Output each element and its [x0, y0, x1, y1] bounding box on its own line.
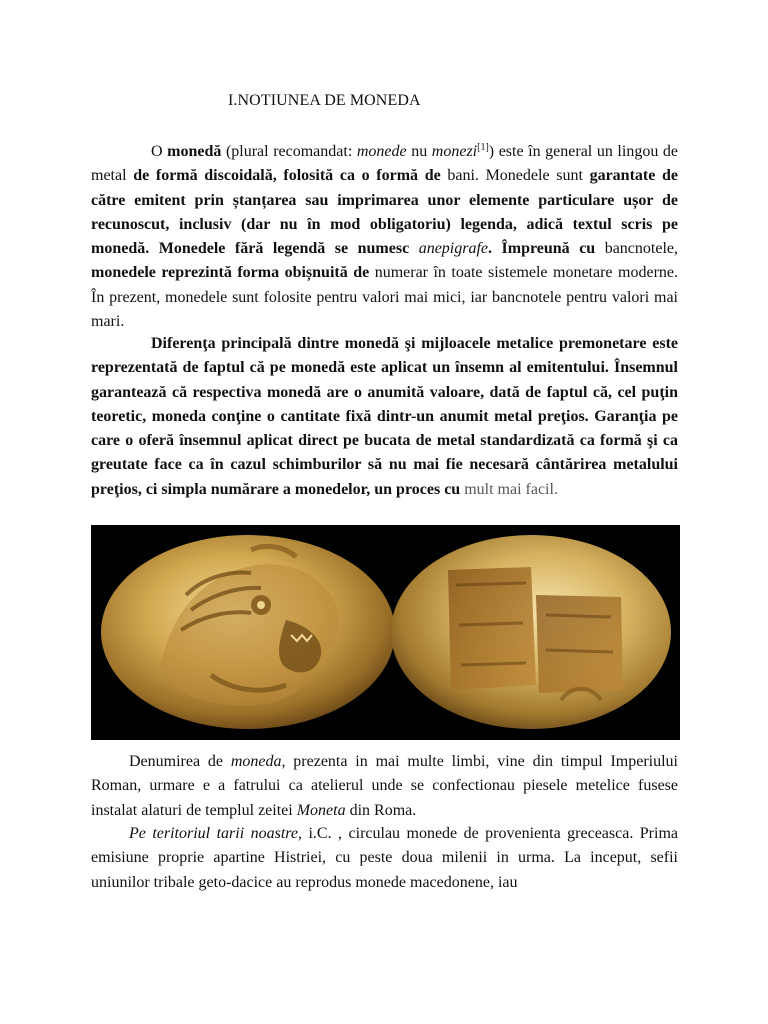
text-run: nu [406, 143, 432, 160]
text-run: bancnotele, [595, 240, 679, 258]
term-monezi: monezi [431, 143, 478, 160]
text-bold: . Împreună cu [488, 240, 596, 258]
lydian-coin-image [91, 525, 680, 740]
punch-mark-right [536, 595, 623, 693]
text-bold: monedele reprezintă forma obișnuită de [91, 264, 370, 282]
coin-reverse-punch [391, 535, 671, 729]
paragraph-etymology [91, 750, 678, 823]
text-run: Diferenţa principală dintre monedă şi mijloacele metalice premonetare este reprezentată de faptul că pe monedă este aplicat un însemn al emitentului. Însemnul garantează că respectiva monedă are o anumită valoare, dată de faptul că, cel puţin teoretic, moneda conţine o cantitate fixă dintr-un anumit metal preţios. Garanţia pe care o oferă însemnul aplicat direct pe bucata de metal standardizată ca formă şi ca greutate face ca în cazul schimburilor să nu mai fie necesară cântărirea metalului preţios, ci simpla numărare a monedelor, un proces cu [91, 335, 678, 498]
coin-obverse-lion [101, 535, 395, 729]
term-moneda: monedă [167, 143, 222, 160]
text-run: bani. Monedele sunt [440, 167, 590, 185]
text-run: din Roma. [345, 801, 417, 819]
text-run: Denumirea de [129, 753, 231, 770]
text-bold: de formă discoidală, folosită ca o formă de [133, 167, 441, 185]
text-run: O [151, 143, 168, 160]
text-bold: garantate de către emitent prin ștanțarea sau imprimarea unor elemente particulare ușor de recunoscut, inclusiv (dar nu în mod obligatoriu) legenda, adică textul scris pe monedă. Monedele fără legendă se numesc [91, 167, 678, 258]
text-run: , prezenta in mai multe limbi, vine din timpul Imperiului Roman, urmare e a fatrului ca atelierul unde se confectionau piesele metelice fusese instalat alaturi de templul zeitei [91, 753, 678, 819]
paragraph-history [91, 822, 678, 895]
text-run: numerar în toate sistemele monetare moderne. În prezent, monedele sunt folosite pentru valori mai mici, iar bancnotele pentru valori mai mari. [91, 264, 678, 331]
link-mult-mai-facil[interactable]: mult mai facil. [460, 480, 558, 498]
text-run: , i.C. , circulau monede de provenienta greceasca. Prima emisiune proprie apartine Histriei, cu peste doua milenii in urma. La inceput, sefii uniunilor tribale geto-dacice au reprodus monede macedonene, iau [91, 825, 679, 891]
paragraph-definition [91, 140, 678, 334]
coin-photograph [91, 525, 680, 740]
term-teritoriul: Pe teritoriul tarii noastre [129, 825, 299, 842]
term-moneda-italic: moneda [230, 753, 282, 770]
text-run: ) este în general un lingou de metal [91, 143, 679, 185]
footnote-reference[interactable]: [1] [477, 142, 489, 153]
text-run: (plural recomandat: [221, 143, 357, 160]
term-monede: monede [356, 143, 407, 160]
term-anepigrafe: anepigrafe [418, 240, 489, 258]
paragraph-difference [91, 332, 678, 502]
page-title: I.NOTIUNEA DE MONEDA [228, 92, 421, 109]
term-moneta: Moneta [296, 801, 346, 819]
